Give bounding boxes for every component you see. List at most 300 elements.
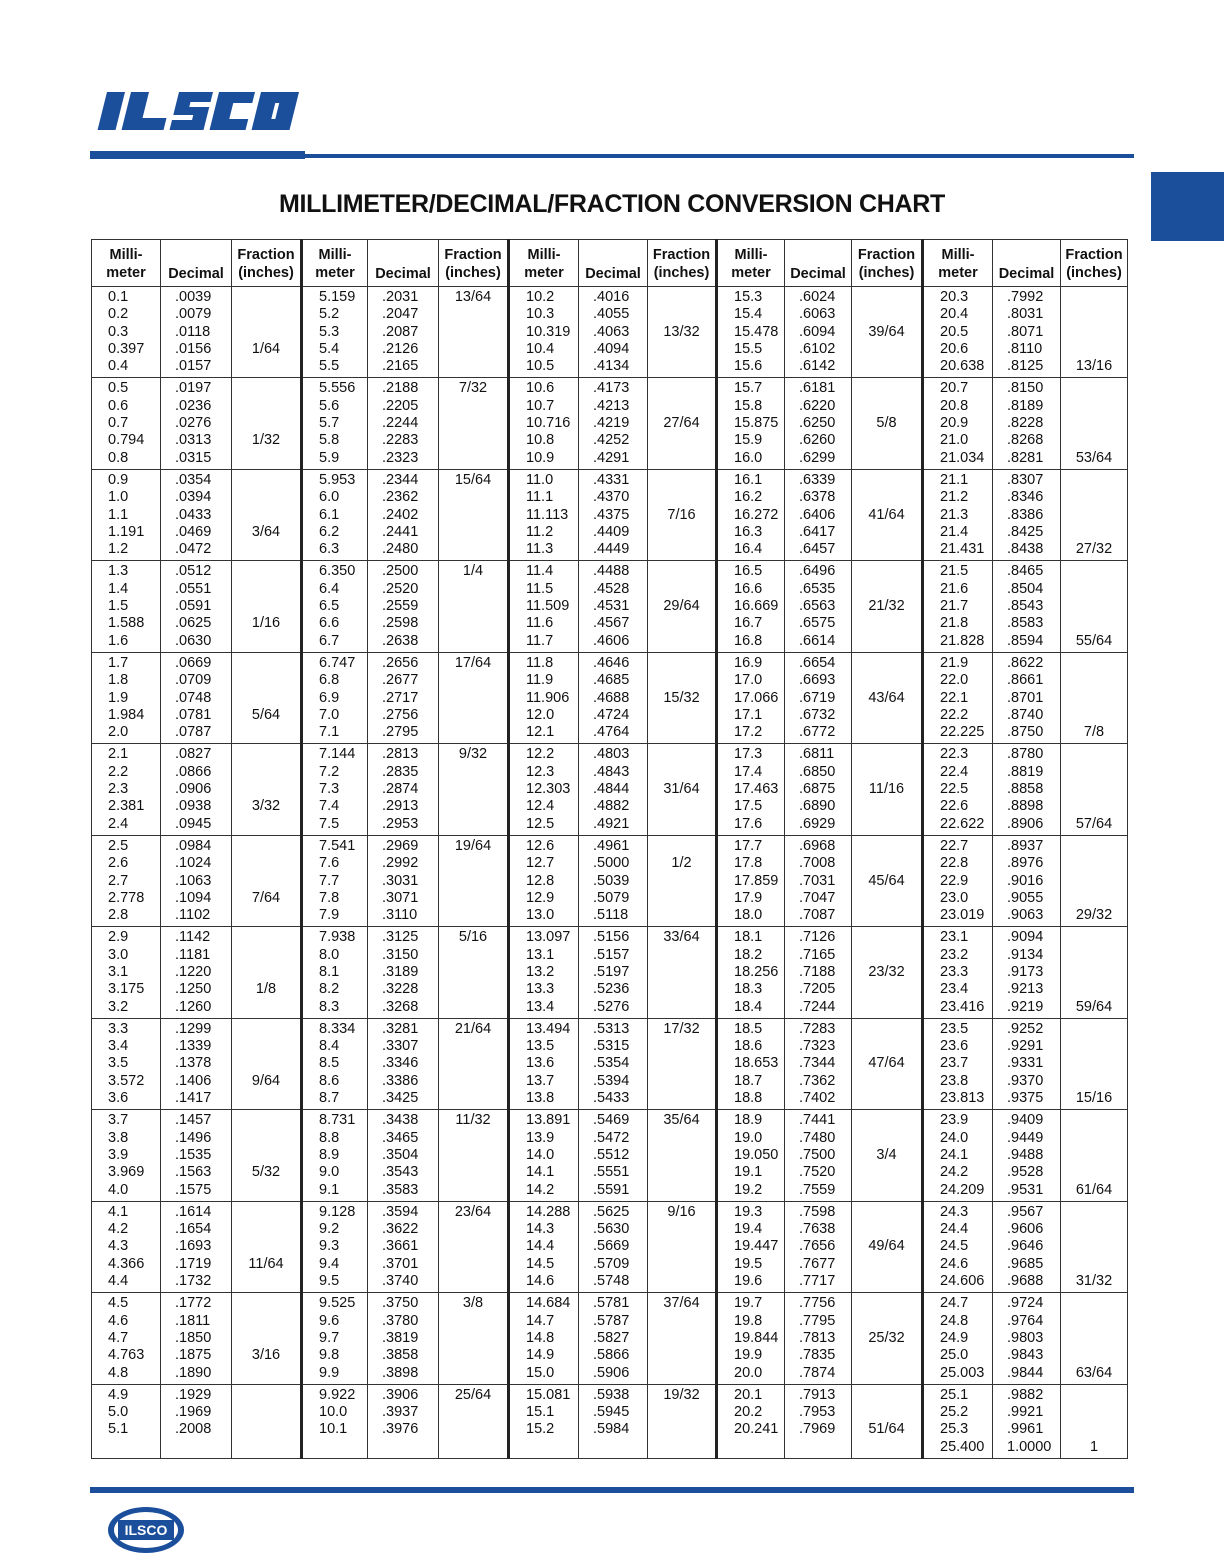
fraction-value	[648, 380, 715, 397]
decimal-value: .6719	[799, 689, 836, 706]
cell-frac	[232, 287, 302, 378]
cell-mm	[92, 1293, 161, 1384]
decimal-value: .3071	[382, 889, 419, 906]
decimal-value: .4528	[593, 580, 630, 597]
cell-mm	[92, 744, 161, 835]
mm-value: 13.9	[526, 1129, 555, 1146]
mm-value: 25.1	[940, 1386, 969, 1403]
fraction-value: 1/16	[251, 615, 281, 632]
mm-value: 4.2	[108, 1221, 129, 1238]
fraction-value	[1061, 781, 1127, 798]
decimal-value: .2344	[382, 471, 419, 488]
decimal-value: .8465	[1007, 563, 1044, 580]
fraction-value	[439, 432, 507, 449]
decimal-value: .7344	[799, 1055, 836, 1072]
decimal-value: .2559	[382, 598, 419, 615]
fraction-value	[648, 1221, 715, 1238]
fraction-value	[439, 524, 507, 541]
fraction-value: 23/64	[454, 1203, 492, 1220]
fraction-value	[648, 1313, 715, 1330]
fraction-value	[648, 838, 715, 855]
fraction-value	[648, 581, 715, 598]
decimal-value: .1496	[175, 1129, 212, 1146]
fraction-value	[852, 1021, 921, 1038]
mm-value: 11.7	[526, 632, 554, 649]
cell-frac	[439, 744, 509, 835]
mm-value: 3.2	[108, 998, 129, 1015]
mm-value: 3.3	[108, 1020, 129, 1037]
mm-value: 19.8	[734, 1312, 763, 1329]
mm-value: 1.984	[108, 706, 145, 723]
cell-dec	[785, 835, 852, 926]
decimal-value: .9488	[1007, 1146, 1044, 1163]
decimal-value: .4646	[593, 654, 630, 671]
mm-value: 15.0	[526, 1364, 555, 1381]
decimal-value: .4606	[593, 632, 630, 649]
mm-value: 2.0	[108, 724, 129, 741]
mm-value: 13.0	[526, 907, 555, 924]
decimal-value: .7087	[799, 907, 836, 924]
cell-mm	[923, 469, 993, 560]
mm-value: 7.938	[319, 929, 356, 946]
decimal-value: .9219	[1007, 998, 1044, 1015]
logo-letter-s	[170, 92, 213, 130]
decimal-value: .5118	[593, 907, 629, 924]
cell-mm	[92, 1018, 161, 1109]
cell-dec	[368, 1018, 439, 1109]
cell-dec	[579, 469, 648, 560]
cell-dec	[785, 1384, 852, 1458]
decimal-value: .2677	[382, 672, 419, 689]
decimal-value: .6142	[799, 358, 836, 375]
fraction-value	[439, 1404, 507, 1421]
cell-frac	[439, 835, 509, 926]
fraction-value	[648, 1330, 715, 1347]
logo-letter-c	[210, 92, 255, 130]
fraction-value	[648, 432, 715, 449]
fraction-value: 27/64	[663, 415, 700, 432]
decimal-value: .6094	[799, 323, 836, 340]
decimal-value: .0354	[175, 471, 212, 488]
fraction-value	[1061, 1387, 1127, 1404]
decimal-value: .3543	[382, 1164, 419, 1181]
mm-value: 18.5	[734, 1020, 763, 1037]
mm-value: 21.9	[940, 654, 969, 671]
mm-value: 3.4	[108, 1038, 129, 1055]
fraction-value: 17/64	[454, 654, 492, 671]
cell-dec	[993, 1018, 1061, 1109]
mm-value: 14.5	[526, 1255, 555, 1272]
fraction-value	[1061, 929, 1127, 946]
decimal-value: .4685	[593, 672, 630, 689]
decimal-value: .0551	[175, 580, 212, 597]
mm-value: 24.8	[940, 1312, 969, 1329]
fraction-value	[232, 415, 300, 432]
cell-frac	[439, 1110, 509, 1201]
cell-mm	[717, 1018, 785, 1109]
decimal-value: .4488	[593, 563, 630, 580]
cell-mm	[717, 378, 785, 469]
cell-mm	[923, 744, 993, 835]
fraction-value	[439, 964, 507, 981]
decimal-value: .4764	[593, 724, 630, 741]
decimal-value: .4375	[593, 506, 630, 523]
page-title: MILLIMETER/DECIMAL/FRACTION CONVERSION CHART	[279, 190, 945, 218]
cell-dec	[785, 287, 852, 378]
mm-value: 0.5	[108, 380, 129, 397]
decimal-value: .5781	[593, 1295, 630, 1312]
fraction-value: 9/32	[458, 746, 488, 763]
mm-value: 3.0	[108, 946, 129, 963]
decimal-value: .3583	[382, 1181, 419, 1198]
cell-dec	[993, 561, 1061, 652]
header-fraction-1	[232, 240, 302, 287]
header-decimal-3	[579, 240, 648, 287]
mm-value: 4.763	[108, 1347, 145, 1364]
decimal-value: .0709	[175, 672, 212, 689]
decimal-value: .0625	[175, 615, 212, 632]
cell-mm	[509, 1384, 579, 1458]
decimal-value: .0157	[175, 358, 212, 375]
fraction-value	[648, 1347, 715, 1364]
decimal-value: .5276	[593, 998, 630, 1015]
cell-frac	[852, 1110, 923, 1201]
decimal-value: .6339	[799, 471, 836, 488]
fraction-value	[439, 798, 507, 815]
decimal-value: .8386	[1007, 506, 1044, 523]
decimal-value: .9016	[1007, 872, 1044, 889]
table-row-group	[92, 1384, 1128, 1458]
fraction-value	[232, 838, 300, 855]
fraction-value	[232, 1204, 300, 1221]
cell-dec	[579, 1201, 648, 1292]
header-rule	[90, 154, 1134, 158]
mm-value: 10.5	[526, 358, 555, 375]
fraction-value	[232, 1387, 300, 1404]
mm-value: 2.9	[108, 929, 129, 946]
mm-value: 21.4	[940, 523, 969, 540]
mm-value: 1.7	[108, 654, 129, 671]
mm-value: 21.2	[940, 489, 969, 506]
table-row-group	[92, 287, 1128, 378]
fraction-value: 1/2	[671, 855, 692, 872]
fraction-value	[1061, 873, 1127, 890]
decimal-value: .4688	[593, 689, 630, 706]
fraction-value	[439, 1164, 507, 1181]
decimal-value: .5394	[593, 1072, 630, 1089]
cell-frac	[1061, 1018, 1128, 1109]
mm-value: 4.4	[108, 1273, 129, 1290]
mm-value: 22.5	[940, 781, 969, 798]
mm-value: 1.5	[108, 598, 129, 615]
cell-mm	[509, 927, 579, 1018]
decimal-value: .6457	[799, 541, 836, 558]
fraction-value	[1061, 1021, 1127, 1038]
mm-value: 13.1	[526, 946, 555, 963]
mm-value: 23.6	[940, 1038, 969, 1055]
fraction-value	[439, 1221, 507, 1238]
cell-mm	[717, 561, 785, 652]
fraction-value	[648, 1130, 715, 1147]
decimal-value: .8438	[1007, 541, 1044, 558]
mm-value: 10.2	[526, 289, 555, 305]
fraction-value	[852, 1112, 921, 1129]
fraction-value	[648, 981, 715, 998]
cell-frac	[648, 1293, 717, 1384]
fraction-value	[1061, 1221, 1127, 1238]
mm-value: 10.0	[319, 1404, 348, 1421]
fraction-value	[852, 1038, 921, 1055]
mm-value: 0.4	[108, 358, 129, 375]
cell-frac	[852, 1384, 923, 1458]
mm-value: 23.8	[940, 1072, 969, 1089]
fraction-value	[439, 981, 507, 998]
cell-frac	[1061, 835, 1128, 926]
cell-frac	[1061, 561, 1128, 652]
mm-value: 5.4	[319, 340, 340, 357]
fraction-value	[439, 398, 507, 415]
cell-dec	[161, 287, 232, 378]
cell-dec	[785, 1018, 852, 1109]
decimal-value: .1339	[175, 1038, 212, 1055]
decimal-value: .6890	[799, 798, 836, 815]
decimal-value: .0512	[175, 563, 212, 580]
fraction-value	[1061, 1204, 1127, 1221]
cell-frac	[1061, 469, 1128, 560]
fraction-value	[439, 707, 507, 724]
mm-value: 23.1	[940, 929, 969, 946]
mm-value: 18.2	[734, 946, 763, 963]
fraction-value	[852, 672, 921, 689]
mm-value: 12.0	[526, 706, 555, 723]
mm-value: 11.113	[526, 506, 569, 523]
decimal-value: .2717	[382, 689, 419, 706]
header-mm-label: meter	[524, 265, 564, 281]
mm-value: 5.6	[319, 397, 340, 414]
mm-value: 4.0	[108, 1181, 129, 1198]
fraction-value	[1061, 598, 1127, 615]
header-mm-label: Milli-	[941, 247, 975, 263]
decimal-value: .8661	[1007, 672, 1044, 689]
decimal-value: .0827	[175, 746, 212, 763]
mm-value: 5.159	[319, 289, 356, 305]
decimal-value: .3976	[382, 1421, 419, 1438]
fraction-value	[852, 1387, 921, 1404]
fraction-value	[439, 633, 507, 650]
decimal-value: .9843	[1007, 1347, 1044, 1364]
fraction-value	[852, 306, 921, 323]
decimal-value: .8898	[1007, 798, 1044, 815]
mm-value: 6.1	[319, 506, 340, 523]
cell-mm	[923, 835, 993, 926]
decimal-value: .5630	[593, 1221, 630, 1238]
fraction-value	[648, 398, 715, 415]
fraction-value: 35/64	[663, 1112, 700, 1129]
cell-mm	[717, 652, 785, 743]
mm-value: 6.7	[319, 632, 340, 649]
mm-value: 10.1	[319, 1421, 348, 1438]
cell-frac	[232, 1110, 302, 1201]
decimal-value: .9688	[1007, 1273, 1044, 1290]
decimal-value: .4724	[593, 706, 630, 723]
mm-value: 6.9	[319, 689, 340, 706]
decimal-value: .9409	[1007, 1112, 1044, 1129]
fraction-value	[852, 1295, 921, 1312]
mm-value: 0.794	[108, 432, 145, 449]
mm-value: 18.6	[734, 1038, 763, 1055]
cell-dec	[368, 378, 439, 469]
mm-value: 8.3	[319, 998, 340, 1015]
fraction-value	[1061, 1038, 1127, 1055]
decimal-value: .3750	[382, 1295, 419, 1312]
decimal-value: .1719	[175, 1255, 212, 1272]
fraction-value	[648, 472, 715, 489]
mm-value: 10.8	[526, 432, 555, 449]
mm-value: 17.6	[734, 815, 763, 832]
cell-mm	[302, 1293, 368, 1384]
decimal-value: .7969	[799, 1421, 836, 1438]
mm-value: 21.6	[940, 580, 969, 597]
mm-value: 4.3	[108, 1238, 129, 1255]
decimal-value: .5000	[593, 855, 630, 872]
cell-mm	[509, 1201, 579, 1292]
decimal-value: .7165	[799, 946, 836, 963]
mm-value: 12.9	[526, 889, 555, 906]
table-row-group	[92, 652, 1128, 743]
cell-dec	[161, 1201, 232, 1292]
fraction-value	[648, 563, 715, 580]
cell-mm	[509, 287, 579, 378]
cell-frac	[439, 378, 509, 469]
mm-value: 22.2	[940, 706, 969, 723]
cell-mm	[302, 835, 368, 926]
fraction-value	[1061, 1130, 1127, 1147]
decimal-value: .2500	[382, 563, 419, 580]
fraction-value	[852, 855, 921, 872]
fraction-value	[1061, 1112, 1127, 1129]
decimal-value: .6929	[799, 815, 836, 832]
cell-dec	[161, 652, 232, 743]
decimal-value: .6772	[799, 724, 836, 741]
decimal-value: .5866	[593, 1347, 630, 1364]
decimal-value: .6250	[799, 415, 836, 432]
cell-mm	[92, 652, 161, 743]
cell-frac	[852, 561, 923, 652]
decimal-value: .6024	[799, 289, 836, 305]
mm-value: 3.7	[108, 1112, 129, 1129]
decimal-value: .9449	[1007, 1129, 1044, 1146]
cell-frac	[1061, 378, 1128, 469]
mm-value: 12.6	[526, 837, 555, 854]
mm-value: 0.8	[108, 449, 129, 466]
cell-mm	[92, 1110, 161, 1201]
fraction-value	[232, 964, 300, 981]
fraction-value: 7/16	[667, 506, 696, 523]
cell-dec	[368, 1384, 439, 1458]
fraction-value	[1061, 1313, 1127, 1330]
decimal-value: .9063	[1007, 907, 1044, 924]
decimal-value: .7992	[1007, 289, 1044, 305]
mm-value: 17.1	[734, 706, 763, 723]
fraction-value	[1061, 615, 1127, 632]
mm-value: 5.9	[319, 449, 340, 466]
fraction-value	[852, 929, 921, 946]
header-decimal-1	[161, 240, 232, 287]
mm-value: 2.8	[108, 907, 129, 924]
mm-value: 16.1	[734, 471, 763, 488]
cell-dec	[785, 561, 852, 652]
cell-mm	[92, 1201, 161, 1292]
fraction-value	[648, 289, 715, 306]
decimal-value: .5945	[593, 1404, 630, 1421]
mm-value: 13.3	[526, 981, 555, 998]
fraction-value	[439, 1147, 507, 1164]
decimal-value: .3189	[382, 963, 419, 980]
fraction-value	[439, 890, 507, 907]
mm-value: 13.7	[526, 1072, 555, 1089]
fraction-value	[648, 890, 715, 907]
mm-value: 14.6	[526, 1273, 555, 1290]
fraction-value	[1061, 1073, 1127, 1090]
mm-value: 17.4	[734, 763, 763, 780]
mm-value: 23.3	[940, 963, 969, 980]
decimal-value: .4213	[593, 397, 630, 414]
fraction-value: 1/4	[462, 563, 484, 580]
fraction-value	[852, 1164, 921, 1181]
decimal-value: .0669	[175, 654, 212, 671]
cell-frac	[439, 1201, 509, 1292]
cell-mm	[92, 1384, 161, 1458]
decimal-value: .6181	[799, 380, 836, 397]
cell-mm	[92, 835, 161, 926]
mm-value: 14.4	[526, 1238, 555, 1255]
cell-mm	[923, 1293, 993, 1384]
fraction-value: 61/64	[1075, 1181, 1113, 1198]
cell-dec	[368, 835, 439, 926]
fraction-value	[232, 947, 300, 964]
decimal-value: .5313	[593, 1020, 630, 1037]
table-row-group	[92, 835, 1128, 926]
mm-value: 24.6	[940, 1255, 969, 1272]
decimal-value: .1142	[175, 929, 211, 946]
mm-value: 22.3	[940, 746, 969, 763]
cell-frac	[439, 469, 509, 560]
table-header-row	[92, 240, 1128, 287]
mm-value: 12.1	[526, 724, 555, 741]
fraction-value	[232, 1147, 300, 1164]
header-mm-3	[509, 240, 579, 287]
decimal-value: .1772	[175, 1295, 212, 1312]
mm-value: 21.3	[940, 506, 969, 523]
fraction-value	[1061, 398, 1127, 415]
fraction-value	[648, 1256, 715, 1273]
fraction-value	[1061, 964, 1127, 981]
mm-value: 1.9	[108, 689, 129, 706]
cell-dec	[368, 744, 439, 835]
header-fraction-label: (inches)	[858, 265, 915, 281]
fraction-value	[852, 890, 921, 907]
mm-value: 11.0	[526, 471, 554, 488]
mm-value: 15.4	[734, 306, 763, 323]
mm-value: 20.2	[734, 1404, 763, 1421]
fraction-value	[1061, 306, 1127, 323]
decimal-value: .1102	[175, 907, 211, 924]
decimal-value: .2913	[382, 798, 419, 815]
fraction-value	[232, 1238, 300, 1255]
fraction-value	[648, 947, 715, 964]
cell-frac	[648, 1384, 717, 1458]
fraction-value	[232, 1404, 300, 1421]
